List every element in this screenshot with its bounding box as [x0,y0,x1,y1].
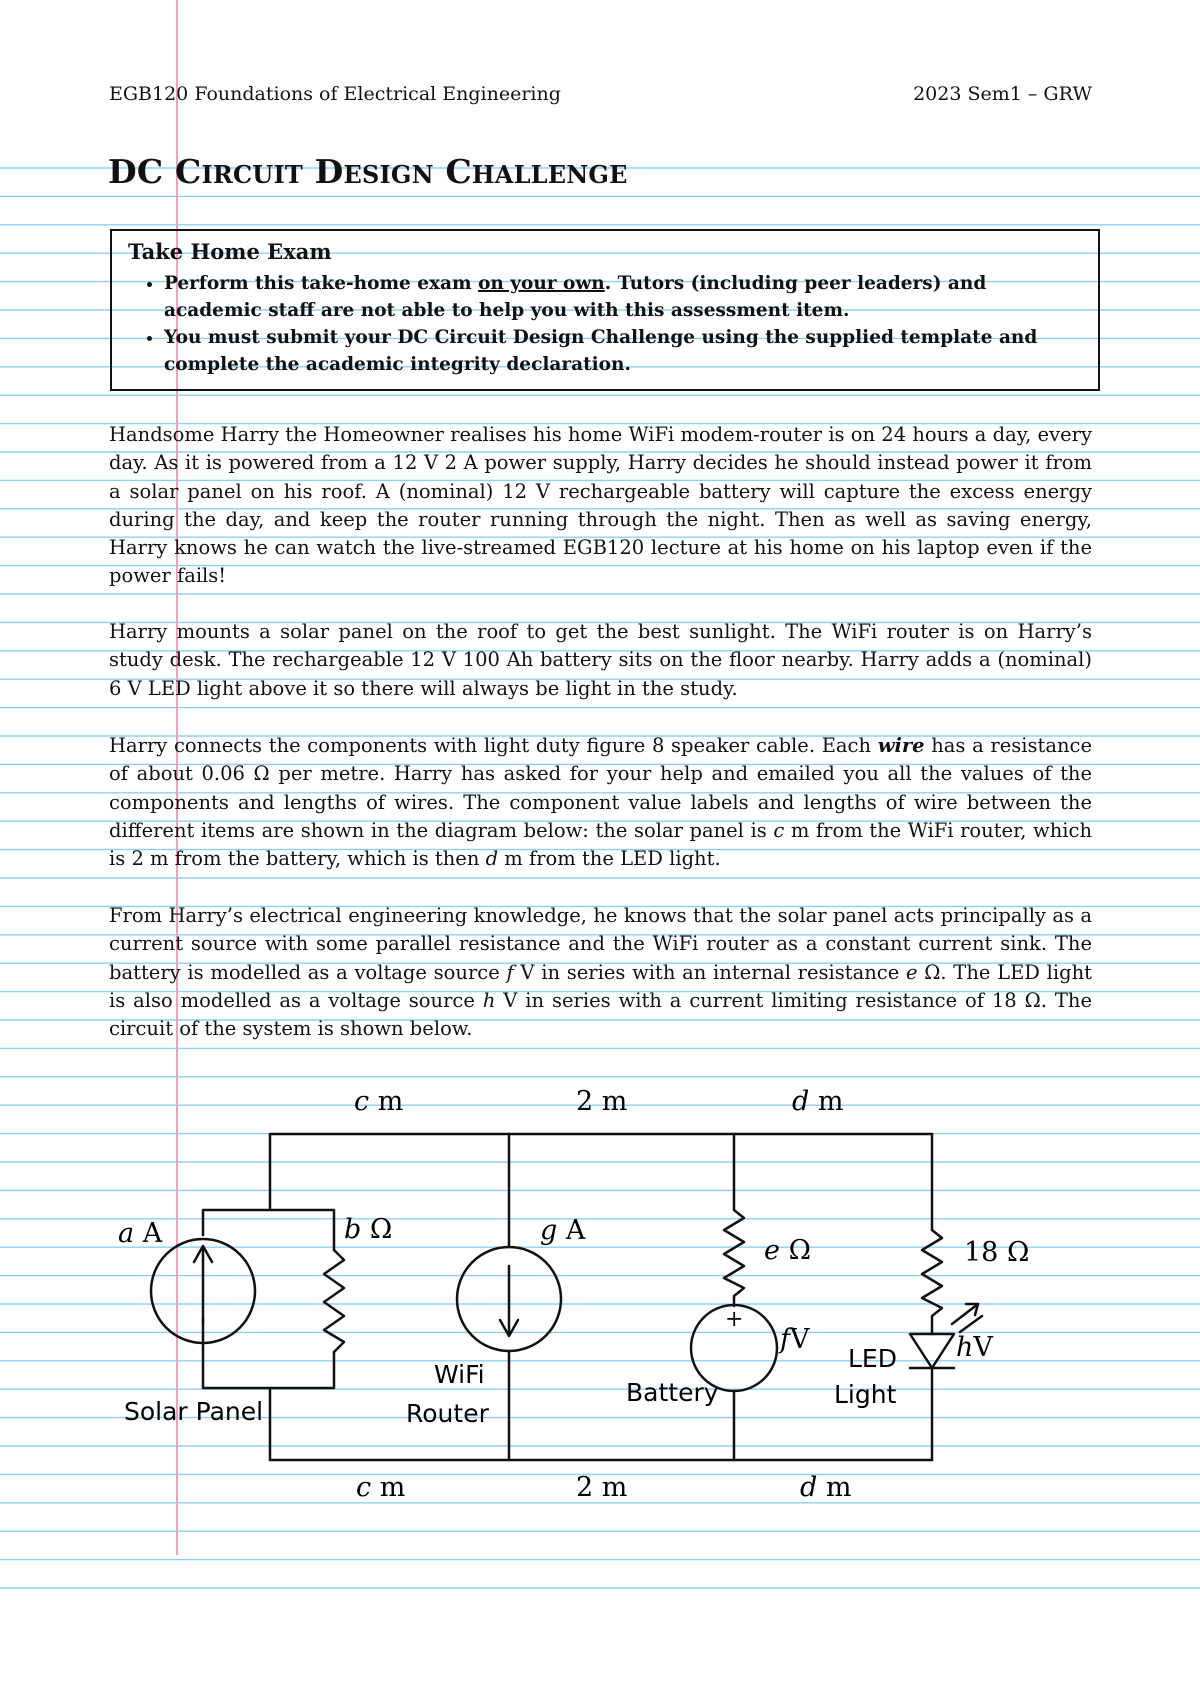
paragraph-intro: Handsome Harry the Homeowner realises his home WiFi modem-router is on 24 hours a day, every day. As it is powered from a 12 V 2 A power supply, Harry decides he should instead power it from a solar panel on his roof. A (nominal) 12 V rechargeable battery will capture the excess energy during the day, and keep the router running through the night. Then as well as saving energy, Harry knows he can watch the live-streamed EGB120 lecture at his home on his laptop even if the power fails! [109,423,1092,588]
exam-notice-heading: Take Home Exam [128,239,332,264]
led-voltage-label: hV [956,1332,993,1363]
led-resistor [922,1230,942,1334]
paragraph-setup: Harry mounts a solar panel on the roof to get the best sunlight. The WiFi router is on Harry’s study desk. The rechargeable 12 V 100 Ah battery sits on the floor nearby. Harry adds a (nominal) 6 V LED light above it so there will always be light in the study. [109,620,1092,700]
router-label-line1: WiFi [434,1360,485,1389]
battery-resistance-label: e Ω [764,1235,811,1266]
solar-resistance-label: b Ω [344,1214,393,1245]
router-label-line2: Router [406,1399,489,1428]
top-label-2: 2 m [576,1086,628,1117]
led-resistance-label: 18 Ω [964,1237,1030,1268]
paragraph-wiring: Harry connects the components with light duty figure 8 speaker cable. Each wire has a resistance of about 0.06 Ω per metre. Harry has asked for your help and emailed you all the values of the components and lengths of wires. The component value labels and lengths of wire between the different items are shown in the diagram below: the solar panel is c m from the WiFi router, which is 2 m from the battery, which is then d m from the LED light. [109,734,1093,871]
exam-notice-bullet-2: • You must submit your DC Circuit Design Challenge using the supplied template and complete the academic integrity declaration. [164,324,1084,378]
top-label-d: d m [792,1086,844,1117]
solar-resistor [324,1250,344,1352]
exam-notice-list [128,270,1084,378]
led-label-line1: LED [848,1344,897,1373]
exam-notice-box [110,229,1100,391]
top-label-c: c m [354,1086,404,1117]
led-diode-triangle [910,1334,954,1368]
bottom-label-d: d m [800,1472,852,1503]
semester-header: 2023 Sem1 – GRW [913,83,1092,105]
solar-panel-label: Solar Panel [124,1397,264,1426]
bottom-label-2: 2 m [576,1472,628,1503]
battery-plus-sign: + [725,1307,744,1332]
led-emission-arrow-2 [960,1316,982,1332]
battery-voltage-label: fV [780,1324,810,1355]
battery-label: Battery [626,1378,719,1407]
course-header: EGB120 Foundations of Electrical Engineering [109,83,561,105]
exam-notice-bullet-1: • Perform this take-home exam on your own. Tutors (including peer leaders) and academic staff are not able to help you with this assessment item. [164,270,1084,324]
battery-resistor [724,1210,744,1306]
led-label-line2: Light [834,1380,897,1409]
page-title: DC CIRCUIT DESIGN CHALLENGE [108,152,628,191]
paragraph-model: From Harry’s electrical engineering knowledge, he knows that the solar panel acts principally as a current source with some parallel resistance and the WiFi router as a constant current sink. The battery is modelled as a voltage source f V in series with an internal resistance e Ω. The LED light is also modelled as a voltage source h V in series with a current limiting resistance of 18 Ω. The circuit of the system is shown below. [109,904,1093,1041]
solar-current-label: a A [118,1218,163,1249]
circuit-diagram [0,1070,1200,1530]
solar-loop-bottom [203,1318,334,1388]
router-current-label: g A [540,1215,586,1246]
bottom-label-c: c m [356,1472,406,1503]
